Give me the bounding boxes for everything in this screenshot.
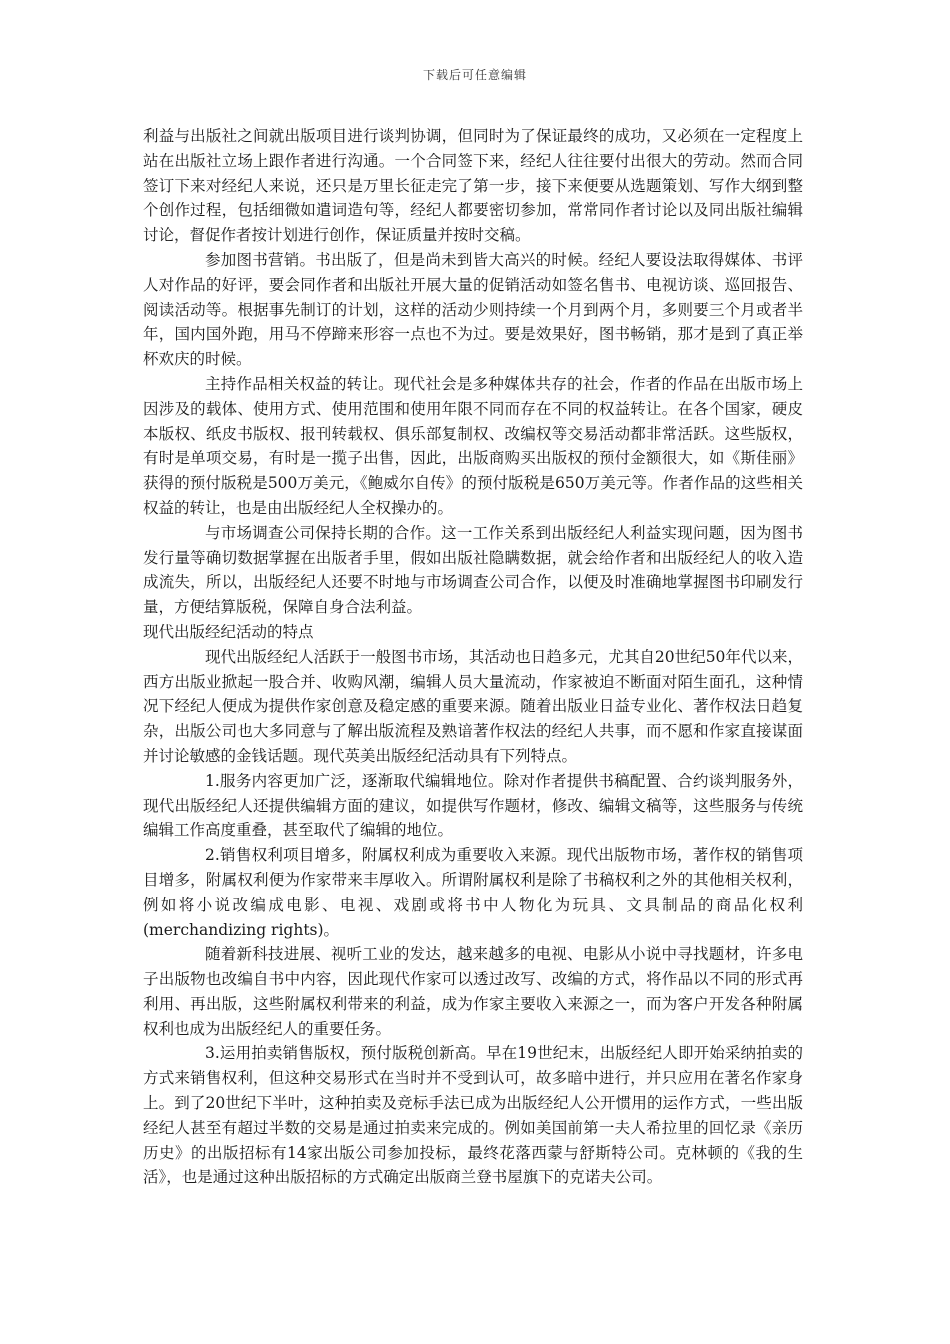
paragraph: 利益与出版社之间就出版项目进行谈判协调，但同时为了保证最终的成功，又必须在一定程度上站在出版社立场上跟作者进行沟通。一个合同签下来，经纪人往往要付出很大的劳动。然而合同签订下来对经纪人来说，还只是万里长征走完了第一步，接下来便要从选题策划、写作大纲到整个创作过程，包括细微如遣词造句等，经纪人都要密切参加，常常同作者讨论以及同出版社编辑讨论，督促作者按计划进行创作，保证质量并按时交稿。 bbox=[143, 127, 803, 245]
paragraph: 3.运用拍卖销售版权，预付版税创新高。早在19世纪末，出版经纪人即开始采纳拍卖的方式来销售权利，但这种交易形式在当时并不受到认可，故多暗中进行，并只应用在著名作家身上。到了20世纪下半叶，这种拍卖及竞标手法已成为出版经纪人公开惯用的运作方式，一些出版经纪人甚至有超过半数的交易是通过拍卖来完成的。例如美国前第一夫人希拉里的回忆录《亲历历史》的出版招标有14家出版公司参加投标，最终花落西蒙与舒斯特公司。克林顿的《我的生活》，也是通过这种出版招标的方式确定出版商兰登书屋旗下的克诺夫公司。 bbox=[143, 1044, 803, 1187]
page-header: 下载后可任意编辑 bbox=[422, 68, 527, 82]
paragraph: 参加图书营销。书出版了，但是尚未到皆大高兴的时候。经纪人要设法取得媒体、书评人对作品的好评，要会同作者和出版社开展大量的促销活动如签名售书、电视访谈、巡回报告、阅读活动等。根据事先制订的计划，这样的活动少则持续一个月到两个月，多则要三个月或者半年，国内国外跑，用马不停蹄来形容一点也不为过。要是效果好，图书畅销，那才是到了真正举杯欢庆的时候。 bbox=[143, 250, 803, 369]
paragraph: 主持作品相关权益的转让。现代社会是多种媒体共存的社会，作者的作品在出版市场上因涉及的载体、使用方式、使用范围和使用年限不同而存在不同的权益转让。在各个国家，硬皮本版权、纸皮书版权、报刊转载权、俱乐部复制权、改编权等交易活动都非常活跃。这些版权，有时是单项交易，有时是一揽子出售，因此，出版商购买出版权的预付金额很大，如《斯佳丽》获得的预付版税是500万美元，《鲍威尔自传》的预付版税是650万美元等。作者作品的这些相关权益的转让，也是由出版经纪人全权操办的。 bbox=[143, 374, 803, 517]
paragraph: 2.销售权利项目增多，附属权利成为重要收入来源。现代出版物市场，著作权的销售项目增多，附属权利便为作家带来丰厚收入。所谓附属权利是除了书稿权利之外的其他相关权利，例如将小说改编成电影、电视、戏剧或将书中人物化为玩具、文具制品的商品化权利(merchandizing rights)。 bbox=[143, 846, 803, 939]
section-heading: 现代出版经纪活动的特点 bbox=[143, 622, 314, 641]
paragraph: 随着新科技进展、视听工业的发达，越来越多的电视、电影从小说中寻找题材，许多电子出版物也改编自书中内容，因此现代作家可以透过改写、改编的方式，将作品以不同的形式再利用、再出版，这些附属权利带来的利益，成为作家主要收入来源之一，而为客户开发各种附属权利也成为出版经纪人的重要任务。 bbox=[143, 945, 803, 1038]
paragraph: 1.服务内容更加广泛，逐渐取代编辑地位。除对作者提供书稿配置、合约谈判服务外，现代出版经纪人还提供编辑方面的建议，如提供写作题材，修改、编辑文稿等，这些服务与传统编辑工作高度重叠，甚至取代了编辑的地位。 bbox=[143, 771, 803, 840]
paragraph: 现代出版经纪人活跃于一般图书市场，其活动也日趋多元，尤其自20世纪50年代以来，西方出版业掀起一股合并、收购风潮，编辑人员大量流动，作家被迫不断面对陌生面孔，这种情况下经纪人便成为提供作家创意及稳定感的重要来源。随着出版业日益专业化、著作权法日趋复杂，出版公司也大多同意与了解出版流程及熟谙著作权法的经纪人共事，而不愿和作家直接谋面并讨论敏感的金钱话题。现代英美出版经纪活动具有下列特点。 bbox=[143, 647, 803, 765]
document-body bbox=[143, 124, 803, 1190]
paragraph: 与市场调查公司保持长期的合作。这一工作关系到出版经纪人利益实现问题，因为图书发行量等确切数据掌握在出版者手里，假如出版社隐瞒数据，就会给作者和出版经纪人的收入造成流失，所以，出版经纪人还要不时地与市场调查公司合作，以便及时准确地掌握图书印刷发行量，方便结算版税，保障自身合法利益。 bbox=[143, 523, 803, 617]
